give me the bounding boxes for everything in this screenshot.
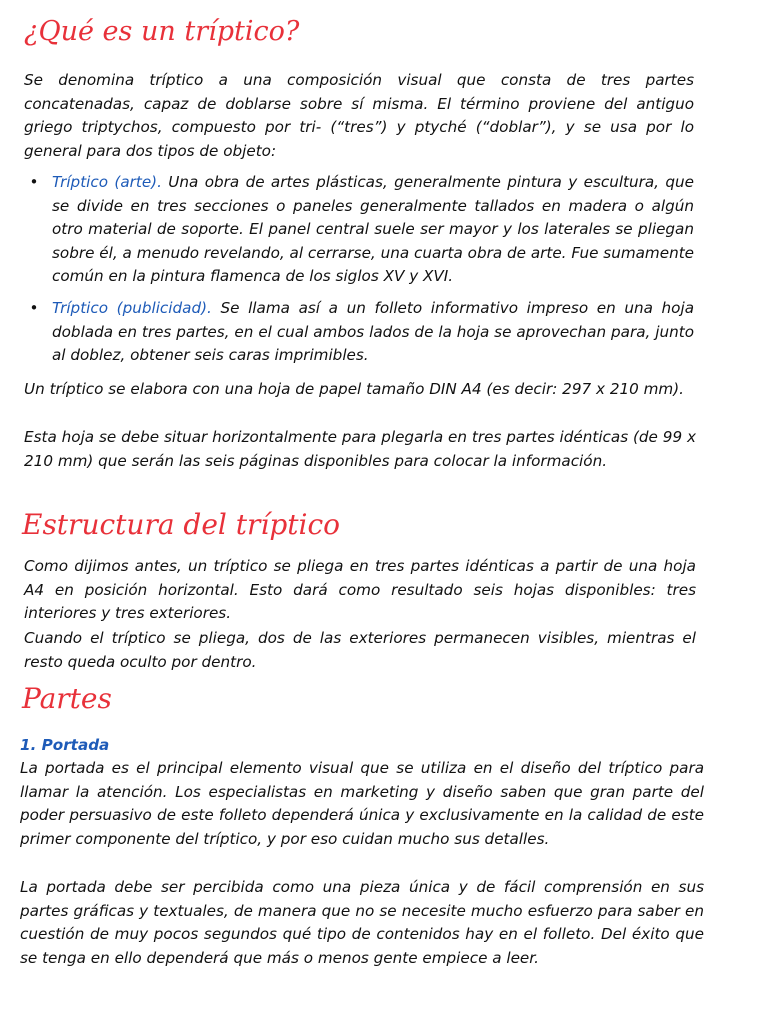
din-a4-paragraph: Un tríptico se elabora con una hoja de papel tamaño DIN A4 (es decir: 297 x 210 mm). — [24, 380, 684, 398]
bullet-list-arte — [28, 171, 694, 289]
list-item-triptico-publicidad — [28, 297, 694, 368]
definition-triptico-publicidad: Se llama así a un folleto informativo impreso en una hoja doblada en tres partes, en el cual ambos lados de la hoja se aprovechan para, junto al doblez, obtener seis caras imprimibles. — [52, 299, 694, 364]
estructura-paragraph-2: Cuando el tríptico se pliega, dos de las exteriores permanecen visibles, mientras el resto queda oculto por dentro. — [24, 629, 696, 671]
list-item-triptico-arte — [28, 171, 694, 289]
bullet-icon: • — [29, 173, 39, 191]
bullet-icon: • — [29, 299, 39, 317]
estructura-paragraph-1: Como dijimos antes, un tríptico se pliega en tres partes idénticas a partir de una hoja A4 en posición horizontal. Esto dará como resultado seis hojas disponibles: tres interiores y tres exteriores. — [24, 557, 696, 622]
definition-triptico-arte: Una obra de artes plásticas, generalmente pintura y escultura, que se divide en tres secciones o paneles generalmente tallados en madera o algún otro material de soporte. El panel central suele ser mayor y los laterales se pliegan sobre él, a menudo revelando, al cerrarse, una cuarta obra de arte. Fue sumamente común en la pintura flamenca de los siglos XV y XVI. — [52, 173, 694, 285]
section-title-que-es: ¿Qué es un tríptico? — [24, 16, 300, 47]
section-title-partes: Partes — [22, 682, 112, 715]
portada-paragraph-2: La portada debe ser percibida como una pieza única y de fácil comprensión en sus partes gráficas y textuales, de manera que no se necesite mucho esfuerzo para saber en cuestión de muy pocos segundos qué tipo de contenidos hay en el folleto. Del éxito que se tenga en ello dependerá que más o menos gente empiece a leer. — [20, 878, 704, 967]
section-title-estructura: Estructura del tríptico — [22, 508, 341, 541]
portada-paragraph-1: La portada es el principal elemento visual que se utiliza en el diseño del tríptico para llamar la atención. Los especialistas en marketing y diseño saben que gran parte del poder persuasivo de este folleto dependerá única y exclusivamente en la calidad de este primer componente del tríptico, y por eso cuidan mucho sus detalles. — [20, 759, 704, 848]
term-triptico-arte: Tríptico (arte). — [52, 173, 162, 191]
hoja-horizontal-paragraph: Esta hoja se debe situar horizontalmente para plegarla en tres partes idénticas (de 99 x 210 mm) que serán las seis páginas disponibles para colocar la información. — [24, 428, 696, 470]
term-triptico-publicidad: Tríptico (publicidad). — [52, 299, 212, 317]
subheading-portada: 1. Portada — [20, 736, 110, 754]
bullet-list-publicidad — [28, 297, 694, 368]
intro-paragraph: Se denomina tríptico a una composición visual que consta de tres partes concatenadas, capaz de doblarse sobre sí misma. El término proviene del antiguo griego triptychos, compuesto por tri- (“tres”) y ptyché (“doblar”), y se usa por lo general para dos tipos de objeto: — [24, 71, 694, 160]
